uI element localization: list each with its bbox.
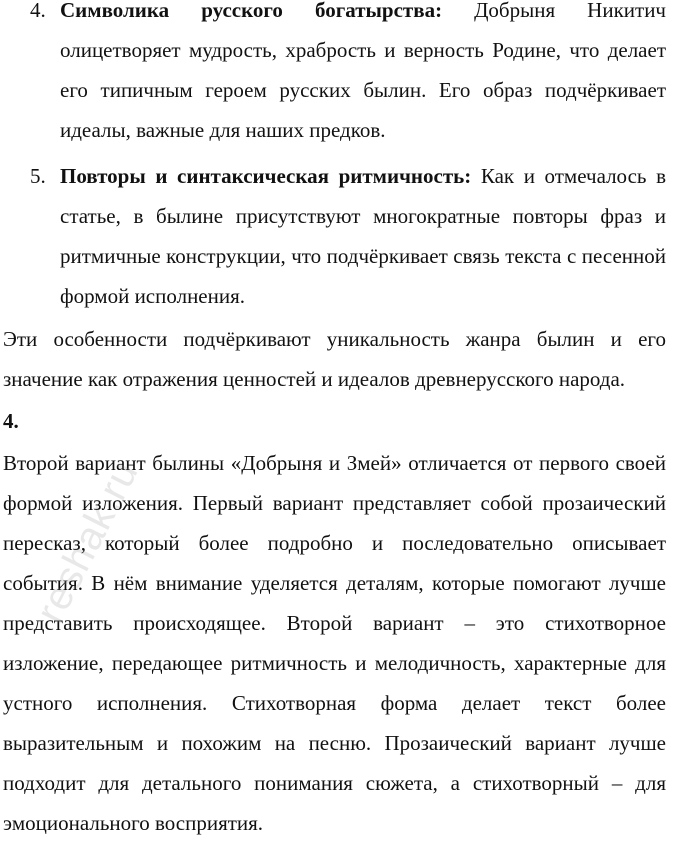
watermark-text: reshak.ru [28, 453, 147, 630]
list-item-text: Как и отмечалось в статье, в былине присутствуют многократные повторы фраз и ритмичные конструкции, что подчёркивает связь текста с песенной формой исполнения. [60, 164, 666, 308]
list-item-title: Повторы и синтаксическая ритмичность: [60, 164, 472, 188]
list-item [0, 0, 680, 150]
answer-paragraph: Второй вариант былины «Добрыня и Змей» отличается от первого своей формой изложения. Первый вариант представляет собой прозаический пересказ, который более подробно и последовательно описывает события. В нём внимание уделяется деталям, которые помогают лучше представить происходящее. Второй вариант – это стихотворное изложение, передающее ритмичность и мелодичность, характерные для устного исполнения. Стихотворная форма делает текст более выразительным и похожим на песню. Прозаический вариант лучше подходит для детального понимания сюжета, а стихотворный – для эмоционального восприятия. [3, 451, 666, 835]
feature-list [0, 0, 680, 316]
list-item-number: 4. [30, 0, 46, 22]
section-heading: 4. [3, 409, 19, 433]
list-item-text: Добрыня Никитич олицетворяет мудрость, храбрость и верность Родине, что делает его типичным героем русских былин. Его образ подчёркивает идеалы, важные для наших предков. [60, 0, 666, 142]
list-item-number: 5. [30, 164, 46, 188]
conclusion-paragraph: Эти особенности подчёркивают уникальность жанра былин и его значение как отражения ценностей и идеалов древнерусского народа. [3, 327, 666, 391]
list-item [0, 156, 680, 316]
list-item-title: Символика русского богатырства: [60, 0, 443, 22]
